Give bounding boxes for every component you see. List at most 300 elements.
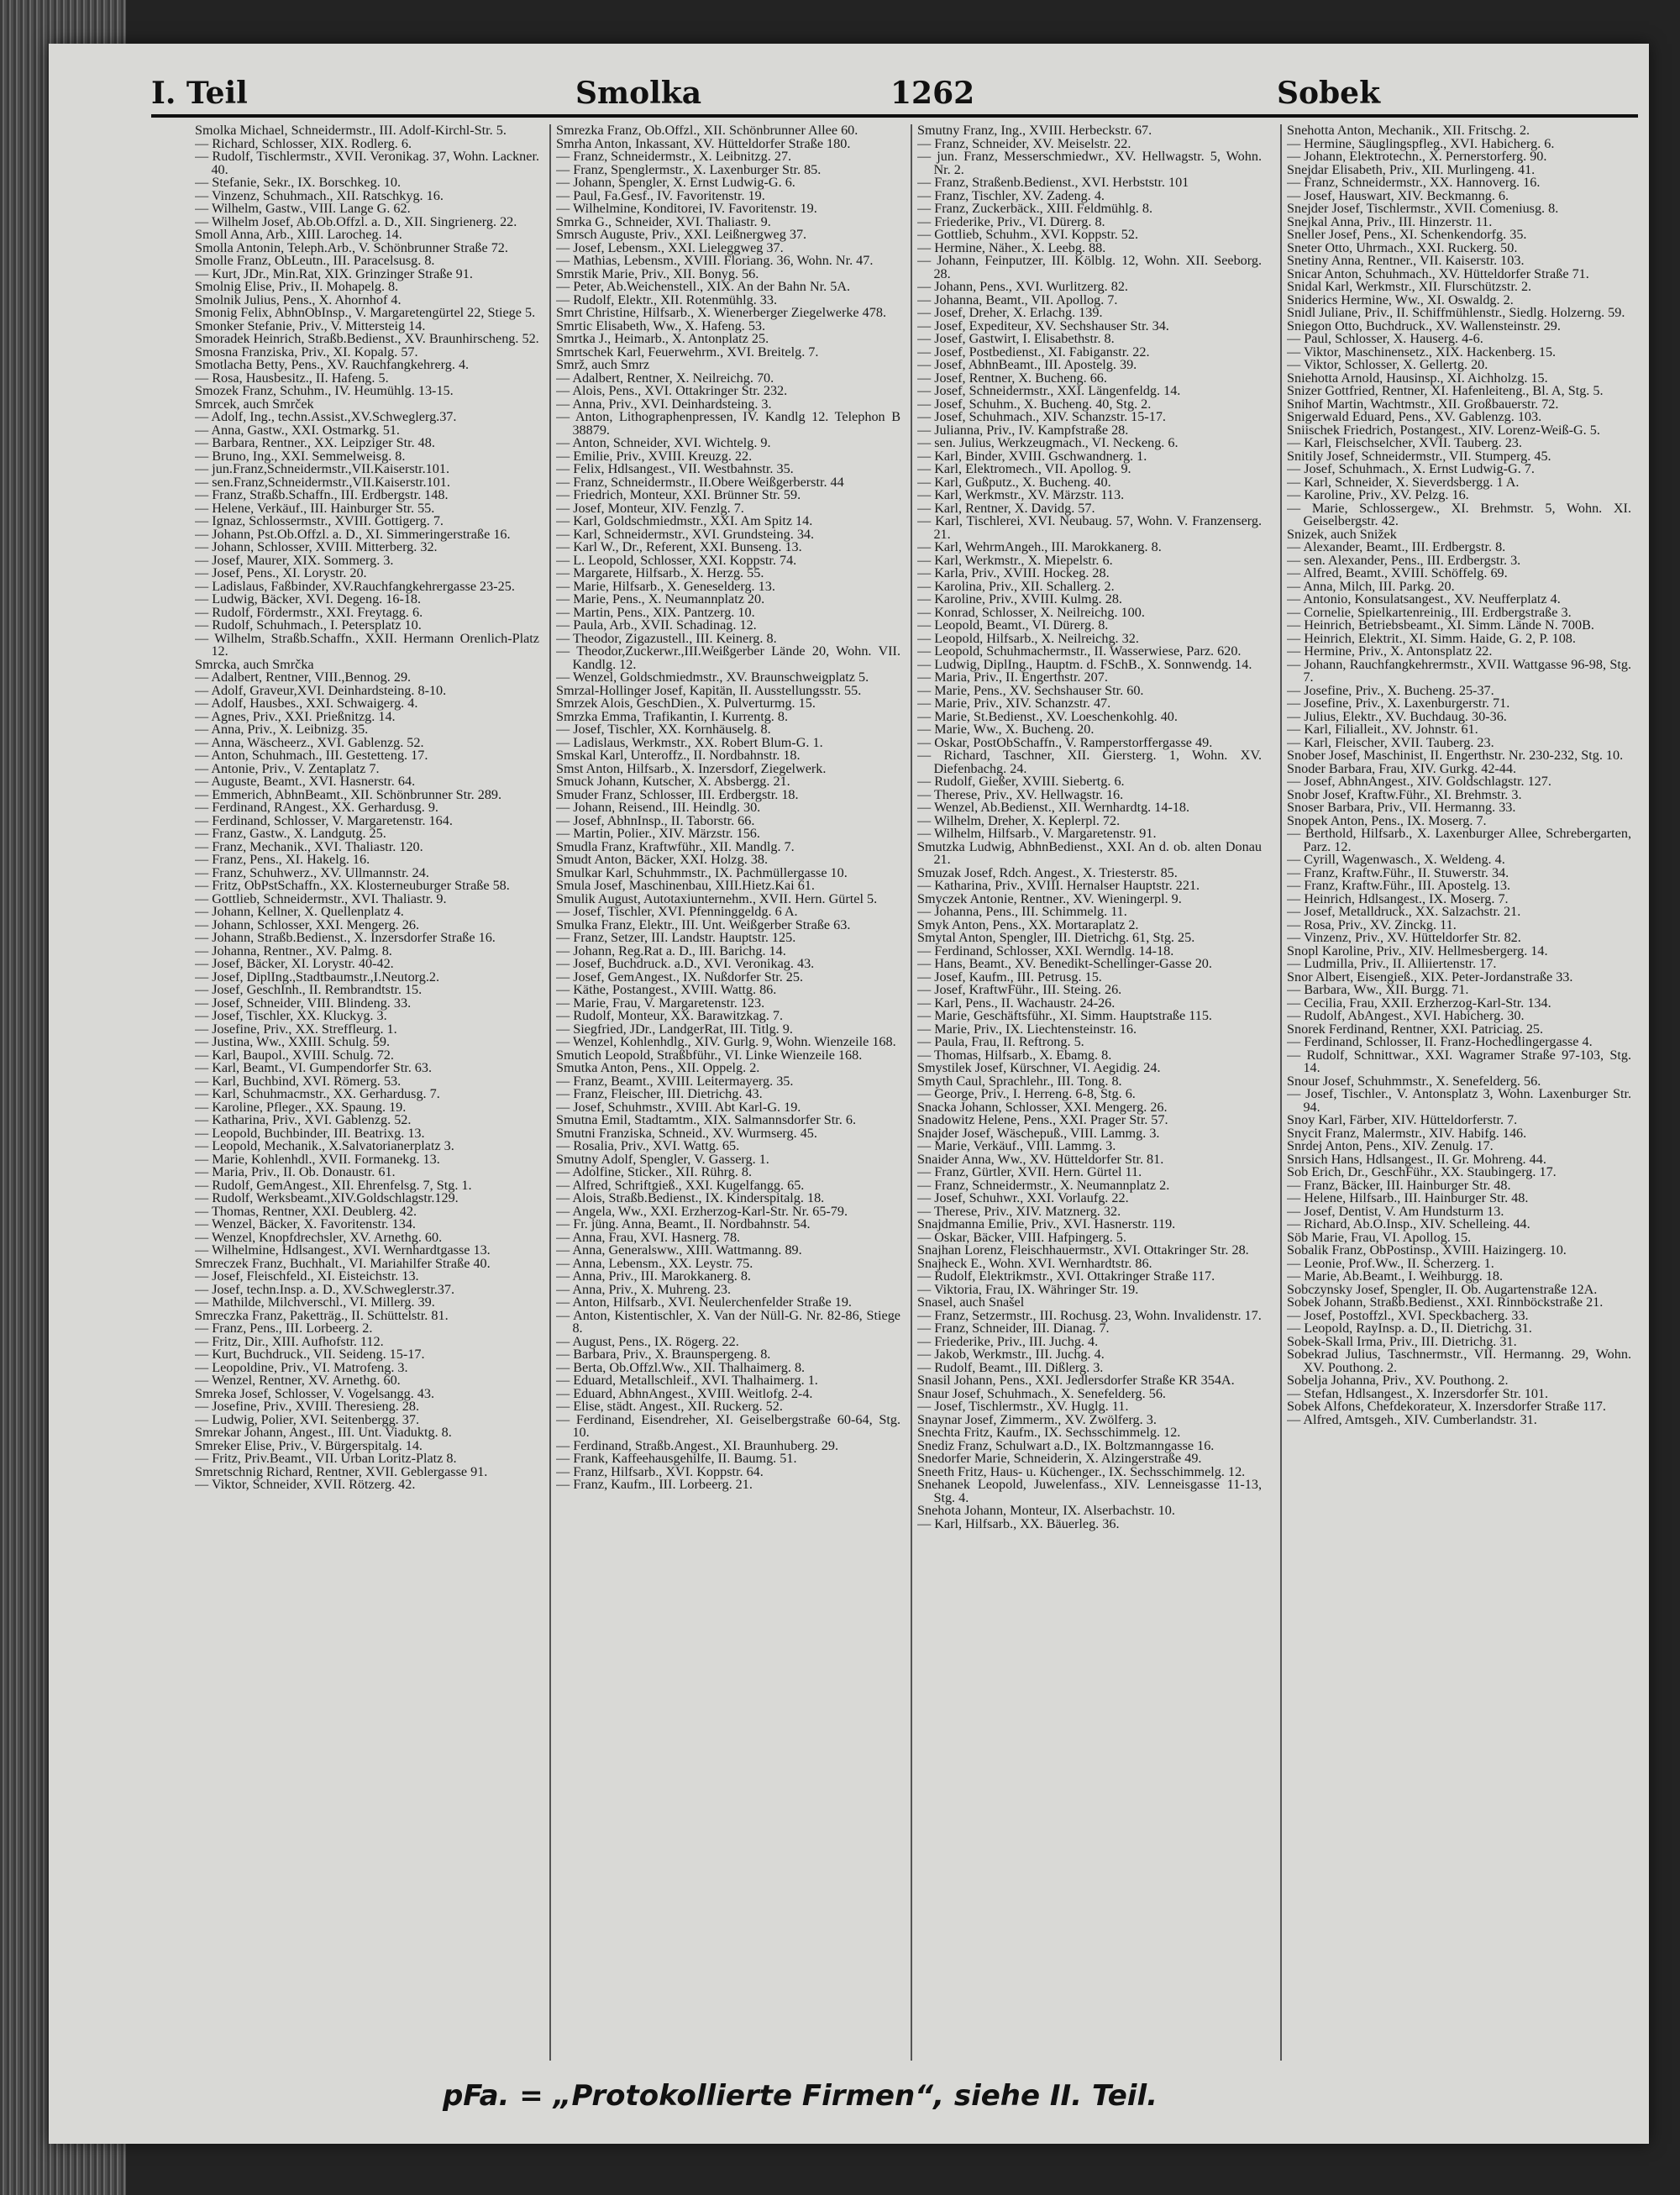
directory-entry: Smutka Anton, Pens., XII. Oppelg. 2.: [556, 1060, 760, 1075]
directory-entry: — Leopoldine, Priv., VI. Matrofeng. 3.: [195, 1359, 408, 1375]
directory-entry: — Franz, Straßenb.Bedienst., XVI. Herbststr. 101: [917, 175, 1189, 190]
directory-entry: Snaider Anna, Ww., XV. Hütteldorfer Str. 81.: [917, 1151, 1164, 1167]
directory-entry: Snejdar Elisabeth, Priv., XII. Murlingeng. 41.: [1287, 161, 1536, 177]
directory-entry: Sniderics Hermine, Ww., XI. Oswaldg. 2.: [1287, 291, 1514, 307]
directory-entry: Smreka Josef, Schlosser, V. Vogelsangg. 43.: [195, 1385, 435, 1401]
directory-entry: — Anton, Kistentischler, X. Van der Nüll-G. Nr. 82-86, Stiege 8.: [556, 1307, 900, 1336]
directory-entry: Smrt Christine, Hilfsarb., X. Wienerberger Ziegelwerke 478.: [556, 305, 886, 320]
directory-entry: — Karoline, Pfleger., XX. Spaung. 19.: [195, 1099, 407, 1115]
directory-entry: — Leonie, Prof.Ww., II. Scherzerg. 1.: [1287, 1255, 1494, 1271]
directory-entry: Smreker Elise, Priv., V. Bürgerspitalg. 14.: [195, 1437, 423, 1453]
directory-entry: Smrzka Emma, Trafikantin, I. Kurrentg. 8.: [556, 708, 789, 724]
directory-entry: Smrha Anton, Inkassant, XV. Hütteldorfer Straße 180.: [556, 135, 851, 151]
page-number: 1262: [890, 76, 975, 111]
directory-entry: Söb Marie, Frau, VI. Apollog. 15.: [1287, 1229, 1472, 1245]
directory-entry: Smolle Franz, ObLeutn., III. Paracelsusg. 8.: [195, 253, 435, 268]
directory-entry: — Karl, Buchbind, XVI. Römerg. 53.: [195, 1073, 402, 1089]
directory-entry: — Karl, Gußputz., X. Bucheng. 40.: [917, 474, 1111, 490]
directory-entry: — Josef, KraftwFühr., III. Steing. 26.: [917, 982, 1122, 997]
directory-entry: — Franz, Bäcker, III. Hainburger Str. 48.: [1287, 1177, 1511, 1193]
directory-entry: Smrzek Alois, GeschDien., X. Pulverturmg. 15.: [556, 696, 816, 711]
directory-entry: — Wenzel, Kohlenhdlg., XIV. Gurlg. 9, Wohn. Wienzeile 168.: [556, 1034, 896, 1049]
directory-entry: — Leopold, Beamt., VI. Dürerg. 8.: [917, 617, 1109, 633]
directory-entry: — Marie, St.Bedienst., XV. Loeschenkohlg. 40.: [917, 708, 1178, 724]
directory-entry: — Leopold, Buchbinder, III. Beatrixg. 13.: [195, 1125, 425, 1141]
directory-entry: — Theodor,Zuckerwr.,III.Weißgerber Lände 20, Wohn. VII. Kandlg. 12.: [556, 643, 900, 672]
directory-entry: — Cyrill, Wagenwasch., X. Weldeng. 4.: [1287, 852, 1505, 867]
directory-entry: — Josef, Hauswart, XIV. Beckmanng. 6.: [1287, 187, 1509, 203]
directory-entry: — Franz, Schneidermstr., II.Obere Weißgerberstr. 44: [556, 474, 844, 490]
directory-entry: — Marie, Priv., IX. Liechtensteinstr. 16.: [917, 1021, 1137, 1037]
directory-entry: — Josef, Buchdruck. a.D., XVI. Veronikag. 43.: [556, 956, 815, 971]
directory-entry: Smrka G., Schneider, XVI. Thaliastr. 9.: [556, 213, 771, 229]
directory-entry: Smutny Franz, Ing., XVIII. Herbeckstr. 67.: [917, 124, 1152, 138]
directory-entry: Snajder Josef, Wäschepuß., VIII. Lammg. 3.: [917, 1125, 1160, 1141]
directory-entry: — Hermine, Näher., X. Leebg. 88.: [917, 239, 1106, 255]
directory-entry: Snacka Johann, Schlosser, XXI. Mengerg. 26.: [917, 1099, 1168, 1115]
directory-entry: — Martin, Polier., XIV. Märzstr. 156.: [556, 826, 760, 841]
directory-entry: Snidl Juliane, Priv., II. Schiffmühlenstr., Siedlg. Holzerng. 59.: [1287, 305, 1625, 320]
directory-entry: — Ferdinand, RAngest., XX. Gerhardusg. 9.: [195, 800, 438, 815]
directory-entry: Sobek Johann, Straßb.Bedienst., XXI. Rinnböckstraße 21.: [1287, 1294, 1604, 1310]
right-keyword: Sobek: [1277, 76, 1381, 111]
directory-entry: — Franz, Beamt., XVIII. Leitermayerg. 35.: [556, 1073, 794, 1089]
directory-entry: — Franz, Kraftw.Führ., III. Apostelg. 13.: [1287, 878, 1511, 893]
directory-entry: — Anna, Milch, III. Parkg. 20.: [1287, 578, 1455, 594]
directory-entry: — Leopold, RayInsp. a. D., II. Dietrichg. 31.: [1287, 1321, 1532, 1336]
page-header: [151, 76, 1638, 126]
directory-entry: — Franz, Hilfsarb., XVI. Koppstr. 64.: [556, 1463, 764, 1479]
directory-entry: — Josef, Maurer, XIX. Sommerg. 3.: [195, 552, 394, 568]
directory-entry: — Hermine, Priv., X. Antonsplatz 22.: [1287, 643, 1493, 659]
directory-entry: — Josef, Monteur, XIV. Fenzlg. 7.: [556, 500, 744, 516]
directory-entry: Smrtka J., Heimarb., X. Antonplatz 25.: [556, 331, 769, 346]
directory-entry: — Maria, Priv., II. Ob. Donaustr. 61.: [195, 1164, 396, 1179]
directory-entry: — Friederike, Priv., VI. Dürerg. 8.: [917, 213, 1105, 229]
directory-entry: — Friedrich, Monteur, XXI. Brünner Str. 59.: [556, 487, 801, 502]
directory-entry: — Marie, Geschäftsführ., XI. Simm. Hauptstraße 115.: [917, 1008, 1212, 1023]
directory-entry: — Karl, WehrmAngeh., III. Marokkanerg. 8.: [917, 539, 1162, 554]
directory-entry: — Johanna, Rentner., XV. Palmg. 8.: [195, 943, 392, 958]
directory-entry: — Ferdinand, Schlosser, II. Franz-Hochedlingergasse 4.: [1287, 1034, 1593, 1049]
directory-entry: — Karl, Beamt., VI. Gumpendorfer Str. 63.: [195, 1060, 433, 1075]
directory-entry: — Rudolf, Tischlermstr., XVII. Veronikag. 37, Wohn. Lackner. 40.: [195, 149, 539, 177]
directory-entry: — Ladislaus, Faßbinder, XV.Rauchfangkehrergasse 23-25.: [195, 578, 515, 594]
directory-entry: — Josef, Tischler, XVI. Pfenninggeldg. 6 A.: [556, 904, 798, 919]
footer-note: pFa. = „Protokollierte Firmen“, siehe II. Teil.: [442, 2079, 1158, 2113]
directory-entry: — Josef, Rentner, X. Bucheng. 66.: [917, 370, 1107, 386]
directory-entry: — Franz, Gürtler, XVII. Hern. Gürtel 11.: [917, 1164, 1142, 1179]
column-4: [1287, 124, 1631, 2061]
directory-entry: — Franz, Fleischer, III. Dietrichg. 43.: [556, 1086, 763, 1101]
directory-entry: Snedorfer Marie, Schneiderin, X. Alzingerstraße 49.: [917, 1451, 1202, 1466]
directory-entry: Snizek, auch Snižek: [1287, 526, 1397, 542]
directory-entry: Smyk Anton, Pens., XX. Mortaraplatz 2.: [917, 916, 1139, 932]
directory-entry: — Stefanie, Sekr., IX. Borschkeg. 10.: [195, 175, 402, 190]
directory-entry: — Ladislaus, Werkmstr., XX. Robert Blum-G. 1.: [556, 734, 823, 750]
directory-entry: Sobelja Johanna, Priv., XV. Pouthong. 2.: [1287, 1373, 1509, 1388]
directory-entry: — Thomas, Hilfsarb., X. Ebamg. 8.: [917, 1047, 1112, 1063]
directory-entry: — jun.Franz,Schneidermstr.,VII.Kaiserstr.101.: [195, 461, 450, 476]
directory-entry: — Franz, Schneider, XV. Meiselstr. 22.: [917, 135, 1131, 151]
directory-entry: — Karl, Elektromech., VII. Apollog. 9.: [917, 461, 1131, 476]
directory-entry: — Fritz, Priv.Beamt., VII. Urban Loritz-Platz 8.: [195, 1451, 457, 1466]
directory-entry: Smrsch Auguste, Priv., XXI. Leißnergweg 37.: [556, 227, 807, 242]
directory-entry: — Emmerich, AbhnBeamt., XII. Schönbrunner Str. 289.: [195, 786, 502, 802]
directory-entry: — Emilie, Priv., XVIII. Kreuzg. 22.: [556, 448, 753, 464]
directory-entry: — Berthold, Hilfsarb., X. Laxenburger Allee, Schrebergarten, Parz. 12.: [1287, 826, 1631, 854]
directory-entry: Smrž, auch Smrz: [556, 357, 650, 372]
directory-entry: — Josefine, Priv., XX. Streffleurg. 1.: [195, 1021, 397, 1037]
directory-entry: — George, Priv., I. Herreng. 6-8, Stg. 6.: [917, 1086, 1136, 1101]
directory-entry: Sobalik Franz, ObPostinsp., XVIII. Haizingerg. 10.: [1287, 1242, 1567, 1258]
directory-entry: — Ludwig, DiplIng., Hauptm. d. FSchB., X. Sonnwendg. 14.: [917, 656, 1252, 672]
directory-entry: — Konrad, Schlosser, X. Neilreichg. 100.: [917, 604, 1145, 620]
directory-entry: — Marie, Frau, V. Margaretenstr. 123.: [556, 995, 765, 1011]
directory-entry: Smst Anton, Hilfsarb., X. Inzersdorf, Ziegelwerk.: [556, 760, 827, 776]
directory-entry: — Hans, Beamt., XV. Benedikt-Schellinger-Gasse 20.: [917, 956, 1212, 971]
directory-entry: — Josef, Tischlermstr., XV. Huglg. 11.: [917, 1399, 1129, 1414]
directory-entry: — Wilhelm, Straßb.Schaffn., XXII. Hermann Orenlich-Platz 12.: [195, 630, 539, 659]
directory-entry: Snejkal Anna, Priv., III. Hinzerstr. 11.: [1287, 213, 1493, 229]
directory-entry: — Leopold, Hilfsarb., X. Neilreichg. 32.: [917, 630, 1139, 646]
directory-entry: Smulkar Karl, Schuhmmstr., IX. Pachmüllergasse 10.: [556, 864, 848, 880]
directory-entry: — Karoline, Priv., XV. Pelzg. 16.: [1287, 487, 1469, 502]
column-divider: [911, 124, 912, 2061]
directory-entry: — Josef, GeschInh., II. Rembrandtstr. 15.: [195, 982, 423, 997]
directory-entry: — Marie, Pens., X. Neumannplatz 20.: [556, 591, 765, 607]
directory-entry: Sobek-Skall Irma, Priv., III. Dietrichg. 31.: [1287, 1333, 1517, 1349]
directory-entry: Sniischek Friedrich, Postangest., XIV. Lorenz-Weiß-G. 5.: [1287, 422, 1600, 438]
directory-entry: — Kurt, Buchdruck., VII. Seideng. 15-17.: [195, 1347, 425, 1362]
directory-entry: — Karl, Schneidermstr., XVI. Grundsteing. 34.: [556, 526, 815, 542]
directory-entry: — Vinzenz, Schuhmach., XII. Ratschkyg. 16.: [195, 187, 444, 203]
directory-entry: — Josef, Dentist, V. Am Hundsturm 13.: [1287, 1203, 1504, 1219]
directory-entry: — Karl, Hilfsarb., XX. Bäuerleg. 36.: [917, 1515, 1120, 1531]
directory-entry: — Ludwig, Polier, XVI. Seitenbergg. 37.: [195, 1411, 420, 1427]
directory-entry: — Anna, Frau, XVI. Hasnerg. 78.: [556, 1229, 741, 1245]
directory-entry: Sneller Josef, Pens., XI. Schenkendorfg. 35.: [1287, 227, 1527, 242]
directory-entry: — Josef, Schuhmstr., XVIII. Abt Karl-G. 19.: [556, 1099, 801, 1115]
directory-entry: — Margarete, Hilfsarb., X. Herzg. 55.: [556, 565, 764, 580]
directory-entry: — Josefine, Priv., XVIII. Theresieng. 28.: [195, 1399, 420, 1414]
directory-entry: — Karl, Fleischer, XVII. Tauberg. 23.: [1287, 734, 1494, 750]
directory-entry: — Heinrich, Betriebsbeamt., XI. Simm. Lände N. 700B.: [1287, 617, 1594, 633]
directory-entry: — Wilhelmine, Konditorei, IV. Favoritenstr. 19.: [556, 201, 817, 216]
directory-entry: — Alois, Straßb.Bedienst., IX. Kinderspitalg. 18.: [556, 1190, 825, 1205]
directory-entry: Smrekar Johann, Angest., III. Unt. Viaduktg. 8.: [195, 1425, 452, 1440]
directory-entry: — Josef, Postoffzl., XVI. Speckbacherg. 33.: [1287, 1307, 1529, 1323]
directory-entry: Sob Erich, Dr., GeschFühr., XX. Staubingerg. 17.: [1287, 1164, 1557, 1179]
directory-entry: — Paul, Fa.Gesf., IV. Favoritenstr. 19.: [556, 187, 765, 203]
directory-entry: — Paula, Arb., XVII. Schadinag. 12.: [556, 617, 757, 633]
directory-entry: — Gottlieb, Schuhm., XVI. Koppstr. 52.: [917, 227, 1139, 242]
directory-entry: Snour Josef, Schuhmmstr., X. Senefelderg. 56.: [1287, 1073, 1541, 1089]
directory-entry: — Karl, Werkmstr., XV. Märzstr. 113.: [917, 487, 1125, 502]
directory-entry: — Theodor, Zigazustell., III. Keinerg. 8.: [556, 630, 777, 646]
directory-entry: — Rudolf, Schnittwar., XXI. Wagramer Straße 97-103, Stg. 14.: [1287, 1047, 1631, 1075]
directory-entry: — Anna, Generalsww., XIII. Wattmanng. 89.: [556, 1242, 802, 1258]
directory-entry: — Adolf, Graveur,XVI. Deinhardsteing. 8-10.: [195, 682, 447, 698]
directory-entry: Snizer Gottfried, Rentner, XI. Hafenleiteng., Bl. A, Stg. 5.: [1287, 383, 1604, 398]
directory-entry: — Ferdinand, Schlosser, XXI. Werndlg. 14-18.: [917, 943, 1174, 958]
directory-entry: Smrzal-Hollinger Josef, Kapitän, II. Ausstellungsstr. 55.: [556, 682, 862, 698]
directory-entry: — Franz, Schneider, III. Dianag. 7.: [917, 1321, 1110, 1336]
header-rule: [151, 114, 1638, 118]
directory-entry: — Katharina, Priv., XVI. Gablenzg. 52.: [195, 1112, 412, 1127]
directory-entry: — Paula, Frau, II. Reftrong. 5.: [917, 1034, 1084, 1049]
directory-entry: Snober Josef, Maschinist, II. Engerthstr. Nr. 230-232, Stg. 10.: [1287, 748, 1624, 763]
directory-entry: — sen. Alexander, Pens., III. Erdbergstr. 3.: [1287, 552, 1521, 568]
directory-entry: — Franz, Gastw., X. Landgutg. 25.: [195, 826, 386, 841]
directory-entry: Smrezka Franz, Ob.Offzl., XII. Schönbrunner Allee 60.: [556, 124, 858, 138]
directory-entry: — L. Leopold, Schlosser, XXI. Koppstr. 74.: [556, 552, 797, 568]
directory-entry: — Johann, Kellner, X. Quellenplatz 4.: [195, 904, 404, 919]
directory-entry: Smyczek Antonie, Rentner., XV. Wieningerpl. 9.: [917, 890, 1182, 906]
directory-entry: — Antonio, Konsulatsangest., XV. Neufferplatz 4.: [1287, 591, 1561, 607]
directory-entry: — Mathias, Lebensm., XVIII. Floriang. 36, Wohn. Nr. 47.: [556, 253, 874, 268]
directory-entry: — Josef, Gastwirt, I. Elisabethstr. 8.: [917, 331, 1115, 346]
directory-entry: — Rudolf, Monteur, XX. Barawitzkag. 7.: [556, 1008, 783, 1023]
directory-entry: — Anton, Schuhmach., III. Gestetteng. 17.: [195, 748, 428, 763]
directory-entry: — Josef, Schneider, VIII. Blindeng. 33.: [195, 995, 412, 1011]
directory-entry: — Johann, Pens., XVI. Wurlitzerg. 82.: [917, 279, 1128, 294]
directory-entry: — Karla, Priv., XVIII. Hockeg. 28.: [917, 565, 1110, 580]
directory-entry: — Josef, Expediteur, XV. Sechshauser Str. 34.: [917, 318, 1169, 333]
directory-entry: Snehotta Anton, Mechanik., XII. Fritschg. 2.: [1287, 124, 1530, 138]
directory-entry: Smutzka Ludwig, AbhnBedienst., XXI. An d. ob. alten Donau 21.: [917, 838, 1262, 867]
part-label: I. Teil: [151, 76, 248, 111]
directory-entry: — Auguste, Beamt., XVI. Hasnerstr. 64.: [195, 774, 416, 789]
directory-entry: Sobczynsky Josef, Spengler, II. Ob. Augartenstraße 12A.: [1287, 1281, 1598, 1297]
directory-entry: — sen. Julius, Werkzeugmach., VI. Neckeng. 6.: [917, 435, 1179, 450]
directory-entry: — Rudolf, AbAngest., XVI. Habicherg. 30.: [1287, 1008, 1525, 1023]
directory-entry: — Josef, Dreher, X. Erlachg. 139.: [917, 305, 1103, 320]
directory-entry: — Josef, Tischler., V. Antonsplatz 3, Wohn. Laxenburger Str. 94.: [1287, 1086, 1631, 1115]
directory-entry: — Cecilia, Frau, XXII. Erzherzog-Karl-Str. 134.: [1287, 995, 1551, 1011]
directory-entry: — Rudolf, Elektrikmstr., XVI. Ottakringer Straße 117.: [917, 1268, 1215, 1284]
directory-entry: Smutny Adolf, Spengler, V. Gasserg. 1.: [556, 1151, 769, 1167]
directory-entry: — Marie, Hilfsarb., X. Geneselderg. 13.: [556, 578, 775, 594]
directory-entry: Smolla Antonin, Teleph.Arb., V. Schönbrunner Straße 72.: [195, 239, 508, 255]
directory-entry: — Barbara, Rentner., XX. Leipziger Str. 48.: [195, 435, 435, 450]
directory-entry: — Friederike, Priv., III. Juchg. 4.: [917, 1333, 1099, 1349]
directory-entry: — Franz, Setzermstr., III. Rochusg. 23, Wohn. Invalidenstr. 17.: [917, 1307, 1262, 1323]
directory-entry: Snadowitz Helene, Pens., XXI. Prager Str. 57.: [917, 1112, 1168, 1127]
directory-entry: — Richard, Ab.O.Insp., XIV. Schelleing. 44.: [1287, 1216, 1530, 1231]
directory-entry: — Rudolf, Werksbeamt.,XIV.Goldschlagstr.129.: [195, 1190, 459, 1205]
directory-entry: Smrtic Elisabeth, Ww., X. Hafeng. 53.: [556, 318, 766, 333]
directory-entry: Snicar Anton, Schuhmach., XV. Hütteldorfer Straße 71.: [1287, 265, 1589, 281]
directory-entry: — Helene, Verkäuf., III. Hainburger Str. 55.: [195, 500, 435, 516]
directory-entry: — Gottlieb, Schneidermstr., XVI. Thaliastr. 9.: [195, 890, 447, 906]
directory-entry: Smozek Franz, Schuhm., IV. Heumühlg. 13-15.: [195, 383, 454, 398]
directory-entry: Sniegon Otto, Buchdruck., XV. Wallensteinstr. 29.: [1287, 318, 1561, 333]
directory-entry: — Maria, Priv., II. Engerthstr. 207.: [917, 670, 1108, 685]
left-keyword: Smolka: [575, 76, 702, 111]
directory-entry: Snajhan Lorenz, Fleischhauermstr., XVI. Ottakringer Str. 28.: [917, 1242, 1249, 1258]
directory-entry: — Käthe, Postangest., XVIII. Wattg. 86.: [556, 982, 777, 997]
directory-entry: Sobekrad Julius, Taschnermstr., VII. Hermanng. 29, Wohn. XV. Pouthong. 2.: [1287, 1347, 1631, 1375]
directory-entry: — Anton, Lithographenpressen, IV. Kandlg 12. Telephon B 38879.: [556, 409, 900, 438]
directory-entry: — Martin, Pens., XIX. Pantzerg. 10.: [556, 604, 755, 620]
directory-entry: Smonker Stefanie, Priv., V. Mittersteig 14.: [195, 318, 426, 333]
directory-entry: — Siegfried, JDr., LandgerRat, III. Titlg. 9.: [556, 1021, 793, 1037]
directory-entry: — Karl, Binder, XVIII. Gschwandnerg. 1.: [917, 448, 1147, 464]
directory-entry: Smuder Franz, Schlosser, III. Erdbergstr. 18.: [556, 786, 799, 802]
directory-entry: — Johann, Schlosser, XVIII. Mitterberg. 32.: [195, 539, 438, 554]
directory-entry: — Frank, Kaffeehausgehilfe, II. Baumg. 51.: [556, 1451, 797, 1466]
directory-entry: — Antonie, Priv., V. Zentaplatz 7.: [195, 760, 380, 776]
directory-entry: — Karl, Goldschmiedmstr., XXI. Am Spitz 14.: [556, 513, 813, 528]
directory-entry: — Peter, Ab.Weichenstell., XIX. An der Bahn Nr. 5A.: [556, 279, 851, 294]
directory-entry: — Helene, Hilfsarb., III. Hainburger Str. 48.: [1287, 1190, 1529, 1205]
directory-entry: Smskal Karl, Unteroffz., II. Nordbahnstr. 18.: [556, 748, 801, 763]
directory-entry: — Anna, Priv., X. Muhreng. 23.: [556, 1281, 732, 1297]
directory-entry: Smoradek Heinrich, Straßb.Bedienst., XV. Braunhirscheng. 52.: [195, 331, 539, 346]
directory-entry: Smoll Anna, Arb., XIII. Larocheg. 14.: [195, 227, 402, 242]
directory-entry: — Agnes, Priv., XXI. Prießnitzg. 14.: [195, 708, 396, 724]
directory-entry: Smretschnig Richard, Rentner, XVII. Geblergasse 91.: [195, 1463, 488, 1479]
directory-entry: Snor Albert, Eisengieß., XIX. Peter-Jordanstraße 33.: [1287, 969, 1573, 985]
directory-entry: — Josefine, Priv., X. Laxenburgerstr. 71.: [1287, 696, 1510, 711]
directory-entry: — Stefan, Hdlsangest., X. Inzersdorfer Str. 101.: [1287, 1385, 1549, 1401]
directory-entry: Smrcka, auch Smrčka: [195, 656, 314, 672]
directory-entry: — Marie, Schlossergew., XI. Brehmstr. 5, Wohn. XI. Geiselbergstr. 42.: [1287, 500, 1631, 528]
directory-entry: — Adolf, Hausbes., XXI. Schwaigerg. 4.: [195, 696, 418, 711]
directory-entry: — Karl, Schuhmacmstr., XX. Gerhardusg. 7.: [195, 1086, 440, 1101]
directory-entry: — Karl, Werkmstr., X. Miepelstr. 6.: [917, 552, 1113, 568]
directory-entry: — Karl, Rentner, X. Davidg. 57.: [917, 500, 1095, 516]
directory-entry: — Johann, Rauchfangkehrermstr., XVII. Wattgasse 96-98, Stg. 7.: [1287, 656, 1631, 685]
directory-entry: Snycit Franz, Malermstr., XIV. Habifg. 146.: [1287, 1125, 1527, 1141]
directory-entry: — Fritz, ObPstSchaffn., XX. Klosterneuburger Straße 58.: [195, 878, 510, 893]
directory-entry: — Franz, Mechanik., XVI. Thaliastr. 120.: [195, 838, 423, 854]
directory-entry: — Berta, Ob.Offzl.Ww., XII. Thalhaimerg. 8.: [556, 1359, 806, 1375]
directory-entry: — Bruno, Ing., XXI. Semmelweisg. 8.: [195, 448, 406, 464]
directory-entry: — Oskar, PostObSchaffn., V. Ramperstorffergasse 49.: [917, 734, 1213, 750]
directory-entry: — Franz, Setzer, III. Landstr. Hauptstr. 125.: [556, 930, 796, 945]
directory-entry: Snrdej Anton, Pens., XIV. Zenulg. 17.: [1287, 1138, 1494, 1153]
directory-entry: — Eduard, Metallschleif., XVI. Thalhaimerg. 1.: [556, 1373, 818, 1388]
directory-entry: — Rudolf, Elektr., XII. Rotenmühlg. 33.: [556, 291, 778, 307]
directory-entry: Snoser Barbara, Priv., VII. Hermanng. 33.: [1287, 800, 1516, 815]
directory-entry: Snajheck E., Wohn. XVI. Wernhardtstr. 86.: [917, 1255, 1152, 1271]
directory-entry: — Ludmilla, Priv., II. Alliiertenstr. 17.: [1287, 956, 1497, 971]
directory-entry: Smolnik Julius, Pens., X. Ahornhof 4.: [195, 291, 402, 307]
directory-entry: — Franz, Pens., XI. Hakelg. 16.: [195, 852, 370, 867]
directory-entry: — Rudolf, Beamt., III. Dißlerg. 3.: [917, 1359, 1104, 1375]
directory-entry: — Ignaz, Schlossermstr., XVIII. Gottigerg. 7.: [195, 513, 444, 528]
directory-entry: — Rosa, Priv., XV. Zinckg. 11.: [1287, 916, 1457, 932]
directory-entry: — Karl, Filialleit., XV. Johnstr. 61.: [1287, 722, 1478, 737]
directory-entry: Sneeth Fritz, Haus- u. Küchenger., IX. Sechsschimmelg. 12.: [917, 1463, 1246, 1479]
directory-entry: — Anna, Gastw., XXI. Ostmarkg. 51.: [195, 422, 400, 438]
directory-entry: — Anna, Priv., X. Leibnizg. 35.: [195, 722, 369, 737]
directory-entry: Snopl Karoline, Priv., XIV. Hellmesbergerg. 14.: [1287, 943, 1548, 958]
directory-entry: Smolka Michael, Schneidermstr., III. Adolf-Kirchl-Str. 5.: [195, 124, 507, 138]
directory-entry: — Josef, AbhnBeamt., III. Apostelg. 39.: [917, 357, 1137, 372]
directory-entry: — Ferdinand, Schlosser, V. Margaretenstr. 164.: [195, 812, 453, 828]
directory-entry: — Richard, Schlosser, XIX. Rodlerg. 6.: [195, 135, 412, 151]
directory-entry: — Julius, Elektr., XV. Buchdaug. 30-36.: [1287, 708, 1507, 724]
directory-entry: — Marie, Kohlenhdl., XVII. Formanekg. 13.: [195, 1151, 440, 1167]
directory-entry: — Alfred, Schriftgieß., XXI. Kugelfangg. 65.: [556, 1177, 805, 1193]
directory-entry: — Ludwig, Bäcker, XVI. Degeng. 16-18.: [195, 591, 422, 607]
directory-entry: Snehanek Leopold, Juwelenfass., XIV. Lenneisgasse 11-13, Stg. 4.: [917, 1477, 1262, 1505]
directory-entry: Smulka Franz, Elektr., III. Unt. Weißgerber Straße 63.: [556, 916, 851, 932]
directory-entry: — Wilhelm, Hilfsarb., V. Margaretenstr. 91.: [917, 826, 1157, 841]
directory-entry: — Rudolf, Schuhmach., I. Petersplatz 10.: [195, 617, 422, 633]
directory-entry: — Rudolf, Fördermstr., XXI. Freytagg. 6.: [195, 604, 423, 620]
directory-entry: — Karl W., Dr., Referent, XXI. Bunseng. 13.: [556, 539, 802, 554]
directory-entry: Smytal Anton, Spengler, III. Dietrichg. 61, Stg. 25.: [917, 930, 1195, 945]
directory-entry: Smreczek Franz, Buchhalt., VI. Mariahilfer Straße 40.: [195, 1255, 491, 1271]
directory-entry: — Josef, Schneidermstr., XXI. Längenfeldg. 14.: [917, 383, 1181, 398]
directory-entry: — Anton, Hilfsarb., XVI. Neulerchenfelder Straße 19.: [556, 1294, 852, 1310]
directory-entry: — jun. Franz, Messerschmiedwr., XV. Hellwagstr. 5, Wohn. Nr. 2.: [917, 149, 1262, 177]
directory-entry: — Franz, Kaufm., III. Lorbeerg. 21.: [556, 1477, 753, 1492]
directory-entry: Sobek Alfons, Chefdekorateur, X. Inzersdorfer Straße 117.: [1287, 1399, 1606, 1414]
directory-entry: Snrsich Hans, Hdlsangest., II. Gr. Mohreng. 44.: [1287, 1151, 1546, 1167]
directory-entry: Snigerwald Eduard, Pens., XV. Gablenzg. 103.: [1287, 409, 1542, 424]
directory-entry: Smystilek Josef, Kürschner, VI. Aegidig. 24.: [917, 1060, 1161, 1075]
directory-entry: — Ferdinand, Eisendreher, XI. Geiselbergstraße 60-64, Stg. 10.: [556, 1411, 900, 1440]
directory-entry: — Johanna, Pens., III. Schimmelg. 11.: [917, 904, 1127, 919]
directory-entry: — Johann, Feinputzer, III. Kölblg. 12, Wohn. XII. Seeborg. 28.: [917, 253, 1262, 281]
directory-entry: — Wenzel, Ab.Bedienst., XII. Wernhardtg. 14-18.: [917, 800, 1190, 815]
directory-entry: — Franz, Pens., III. Lorbeerg. 2.: [195, 1321, 373, 1336]
directory-entry: — Wenzel, Bäcker, X. Favoritenstr. 134.: [195, 1216, 416, 1231]
directory-entry: Smulik August, Autotaxiunternehm., XVII. Hern. Gürtel 5.: [556, 890, 878, 906]
directory-entry: Sniehotta Arnold, Hausinsp., XI. Aichholzg. 15.: [1287, 370, 1548, 386]
directory-entry: — Josefine, Priv., X. Bucheng. 25-37.: [1287, 682, 1494, 698]
directory-entry: — Josef, Fleischfeld., XI. Eisteichstr. 13.: [195, 1268, 419, 1284]
column-1: [195, 124, 539, 2061]
directory-entry: — Josef, Tischler, XX. Kornhäuselg. 8.: [556, 722, 771, 737]
directory-entry: — Marie, Ab.Beamt., I. Weihburgg. 18.: [1287, 1268, 1504, 1284]
directory-entry: — Karoline, Priv., XVIII. Kulmg. 28.: [917, 591, 1122, 607]
directory-entry: — Johanna, Beamt., VII. Apollog. 7.: [917, 291, 1118, 307]
directory-entry: — Felix, Hdlsangest., VII. Westbahnstr. 35.: [556, 461, 794, 476]
directory-entry: Snobr Josef, Kraftw.Führ., XI. Brehmstr. 3.: [1287, 786, 1522, 802]
directory-entry: — Josef, Pens., XI. Lorystr. 20.: [195, 565, 367, 580]
directory-entry: Smreczka Franz, Paketträg., II. Schüttelstr. 81.: [195, 1307, 449, 1323]
directory-entry: — Thomas, Rentner, XXI. Deublerg. 42.: [195, 1203, 417, 1219]
directory-entry: — Rudolf, GemAngest., XII. Ehrenfelsg. 7, Stg. 1.: [195, 1177, 472, 1193]
directory-entry: — Marie, Verkäuf., VIII. Lammg. 3.: [917, 1138, 1116, 1153]
directory-entry: — Josef, Postbedienst., XI. Fabiganstr. 22.: [917, 344, 1150, 360]
directory-entry: — Franz, Schneidermstr., X. Leibnitzg. 27.: [556, 149, 792, 164]
directory-entry: Smolnig Elise, Priv., II. Mohapelg. 8.: [195, 279, 399, 294]
directory-entry: — Josef, AbhnInsp., II. Taborstr. 66.: [556, 812, 755, 828]
directory-entry: — Josef, Kaufm., III. Petrusg. 15.: [917, 969, 1102, 985]
directory-entry: — Wilhelm, Dreher, X. Keplerpl. 72.: [917, 812, 1121, 828]
directory-entry: — Anna, Priv., XVI. Deinhardsteing. 3.: [556, 396, 772, 412]
directory-entry: — Julianna, Priv., IV. Kampfstraße 28.: [917, 422, 1129, 438]
directory-entry: — Josef, DiplIng.,Stadtbaumstr.,I.Neutorg.2.: [195, 969, 440, 985]
directory-entry: Smutich Leopold, Straßbführ., VI. Linke Wienzeile 168.: [556, 1047, 863, 1063]
directory-entry: — Barbara, Ww., XII. Burgg. 71.: [1287, 982, 1469, 997]
directory-entry: Snejder Josef, Tischlermstr., XVII. Comeniusg. 8.: [1287, 201, 1559, 216]
directory-entry: — Franz, Schneidermstr., X. Neumannplatz 2.: [917, 1177, 1170, 1193]
directory-entry: — Mathilde, Milchverschl., VI. Millerg. 39.: [195, 1294, 435, 1310]
directory-entry: Snaur Josef, Schuhmach., X. Senefelderg. 56.: [917, 1385, 1166, 1401]
directory-entry: — Josef, Bäcker, XI. Lorystr. 40-42.: [195, 956, 394, 971]
directory-entry: — Fr. jüng. Anna, Beamt., II. Nordbahnstr. 54.: [556, 1216, 811, 1231]
directory-entry: Smotlacha Betty, Pens., XV. Rauchfangkehrerg. 4.: [195, 357, 470, 372]
directory-entry: — Angela, Ww., XXI. Erzherzog-Karl-Str. Nr. 65-79.: [556, 1203, 848, 1219]
